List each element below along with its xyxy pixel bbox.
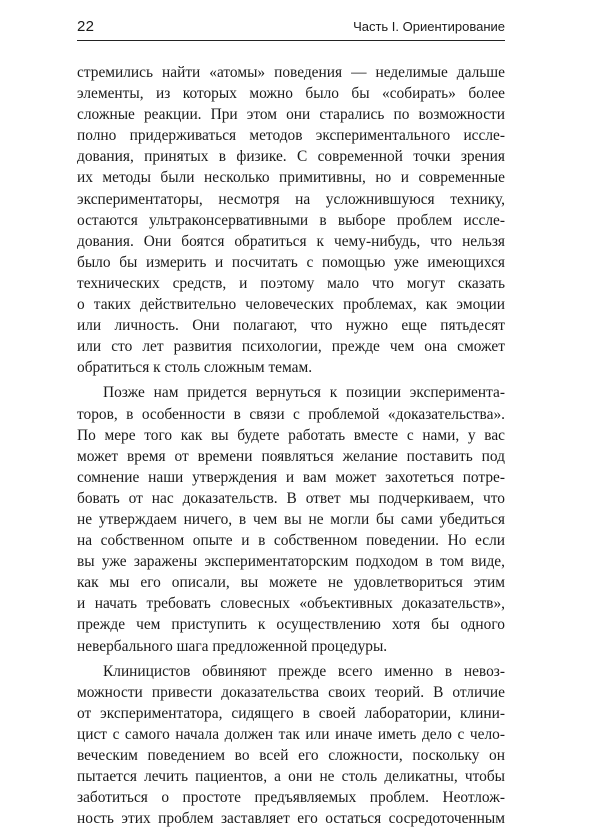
text-line: дования. Они боятся обратиться к чему-нибудь, что нельзя [77,232,505,250]
text-line: о таких действительно человеческих проблемах, как эмоции [77,296,505,314]
text-line: бовать от нас доказательств. В ответ мы подчеркиваем, что [77,489,505,507]
text-line: ность этих проблем заставляет его остаться сосредоточенным [77,810,505,828]
text-line: заботиться о простоте предъявляемых проблем. Неотлож- [77,789,505,807]
text-line: на собственном опыте и в собственном поведении. Но если [77,532,505,550]
text-line: Клиницистов обвиняют прежде всего именно в невоз- [103,662,505,680]
text-line: Позже нам придется вернуться к позиции эксперимента- [103,384,505,402]
text-line: как мы его описали, вы можете не удовлетвориться этим [77,574,505,592]
text-line: или личность. Они полагают, что нужно еще пятьдесят [77,317,505,335]
text-line: обратиться к столь сложным темам. [77,359,313,377]
text-line: и начать требовать словесных «объективных доказательств», [77,595,505,613]
text-line: можности привести доказательства своих теорий. В отличие [77,683,505,701]
page-header [77,14,505,41]
text-line: невербального шага предложенной процедуры. [77,637,388,655]
text-line: стремились найти «атомы» поведения — неделимые дальше [77,64,505,81]
running-title: Часть I. Ориентирование [353,19,505,34]
paragraph [77,62,505,378]
body-text [77,62,505,833]
text-line: не утверждаем ничего, в чем вы не могли бы сами убедиться [77,510,505,528]
page-number: 22 [77,18,95,35]
text-line: веческим поведением во всей его сложности, поскольку он [77,747,505,764]
text-line: сомнение наши утверждения и вам может захотеться потре- [77,468,505,486]
text-line: торов, в особенности в связи с проблемой «доказательства». [77,405,505,423]
text-line: от экспериментатора, сидящего в своей лаборатории, клини- [77,704,505,722]
text-line: цист с самого начала должен так или иначе иметь дело с чело- [77,725,505,743]
text-line: вы уже заражены экспериментаторским подходом в том виде, [77,553,505,571]
text-line: их методы были несколько примитивны, но и современные [77,169,505,187]
text-line: По мере того как вы будете работать вместе с нами, у вас [77,426,505,444]
text-line: остаются ультраконсервативными в выборе проблем иссле- [77,211,505,229]
text-line: прежде чем приступить к осуществлению хотя бы одного [77,616,505,634]
text-line: или сто лет развития психологии, прежде чем она сможет [77,338,505,356]
text-line: сложные реакции. При этом они старались по возможности [77,106,505,124]
text-line: дования, принятых в физике. С современной точки зрения [77,148,505,166]
text-line: элементы, из которых можно было бы «собирать» более [77,85,505,103]
paragraph [77,661,505,830]
text-line: полно придерживаться методов экспериментального иссле- [77,127,505,145]
paragraph [77,382,505,656]
text-line: может время от времени появляться желание поставить под [77,447,505,465]
text-line: технических средств, и поэтому мало что могут сказать [77,274,505,292]
text-line: пытается лечить пациентов, а они не столь деликатны, чтобы [77,768,505,786]
text-line: экспериментаторы, несмотря на усложнившуюся технику, [77,190,505,208]
text-line: было бы измерить и посчитать с помощью уже имеющихся [77,253,505,271]
